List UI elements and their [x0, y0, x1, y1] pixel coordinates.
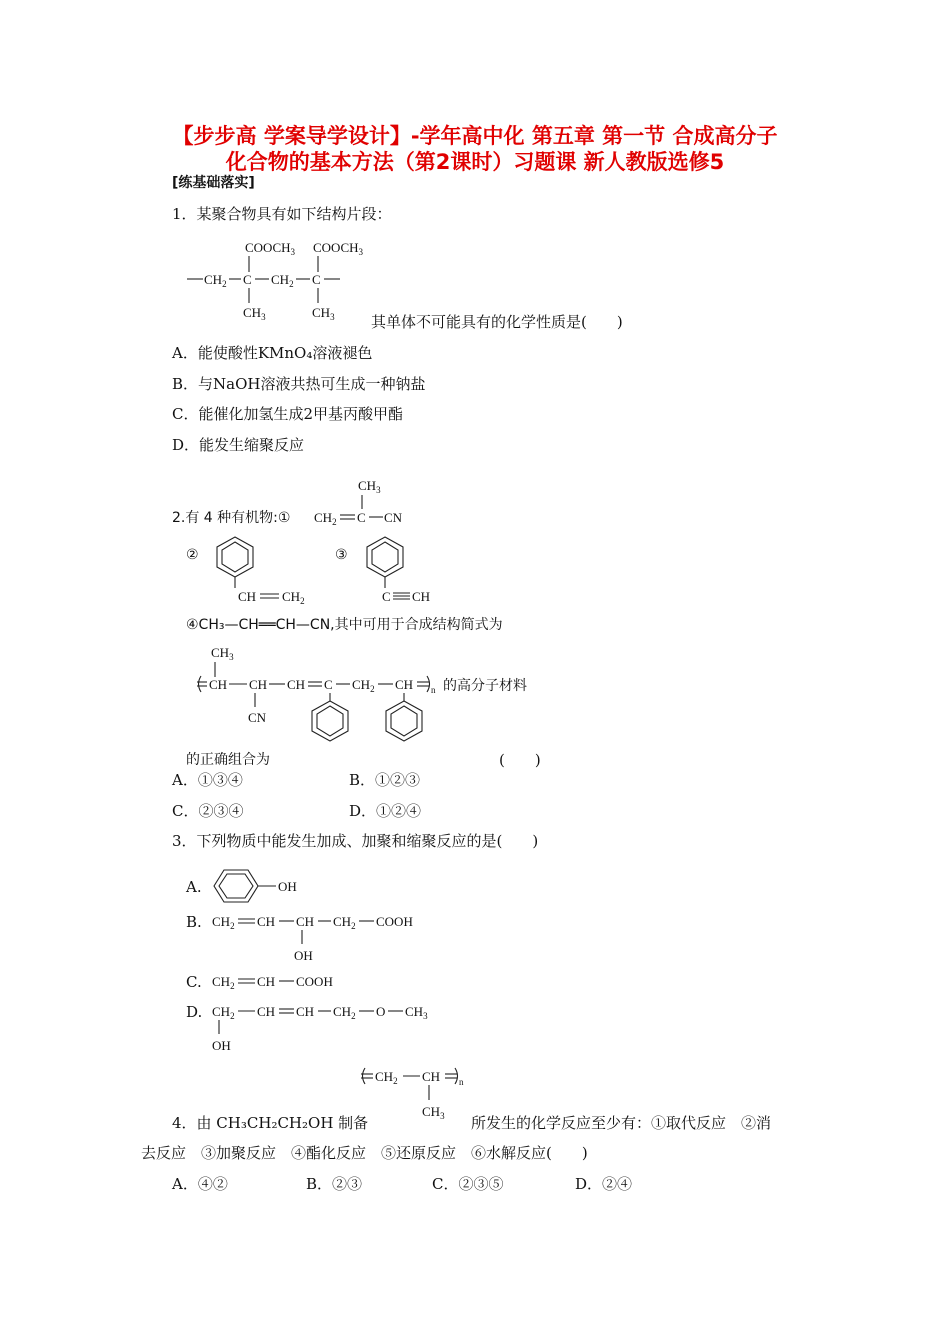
q2-compound-4: ④CH₃—CH══CH—CN,其中可用于合成结构简式为: [186, 617, 503, 633]
q1-tail: 其单体不可能具有的化学性质是( ): [371, 313, 623, 331]
q2-mark-3: ③: [335, 547, 348, 563]
q4-option-d: D．②④: [575, 1175, 633, 1193]
q3-option-d-label: D.: [186, 1003, 203, 1021]
q2-option-d: D．①②④: [349, 802, 422, 820]
q4-option-b: B．②③: [306, 1175, 363, 1193]
svg-text:CH2: $CH_2$: [333, 1004, 356, 1021]
svg-text:COOCH3: $COOCH_3$: [245, 240, 296, 257]
q4-stem: 4．由 CH₃CH₂CH₂OH 制备: [172, 1114, 369, 1132]
q3-option-c-label: C.: [186, 973, 202, 991]
q1-polymer-fragment: [183, 236, 383, 324]
svg-text:CH3: $CH_3$: [211, 645, 234, 662]
svg-text:CH: CH: [287, 677, 306, 692]
svg-text:CH2: $CH_2$: [271, 272, 294, 289]
svg-text:CH: CH: [412, 589, 431, 604]
svg-text:CH2: $CH_2$: [352, 677, 375, 694]
svg-text:O: O: [376, 1004, 386, 1019]
q4-option-a: A．④②: [172, 1175, 228, 1193]
q2-tail: 的高分子材料: [443, 678, 527, 694]
q2-mark-2: ②: [186, 547, 199, 563]
svg-text:CH2: $CH_2$: [212, 1004, 235, 1021]
svg-text:CH: CH: [209, 677, 228, 692]
q2-compound-1: [312, 474, 422, 530]
svg-text:CH: CH: [296, 914, 315, 929]
svg-text:CH2: $CH_2$: [282, 589, 305, 606]
svg-text:OH: OH: [278, 879, 297, 894]
svg-text:CH: CH: [296, 1004, 315, 1019]
q2-option-b: B．①②③: [349, 771, 421, 789]
svg-text:C: C: [382, 589, 391, 604]
svg-text:CH2: $CH_2$: [204, 272, 227, 289]
svg-text:CH2: $CH_2$: [375, 1069, 398, 1086]
svg-text:CH: CH: [249, 677, 268, 692]
q2-target-polymer: [193, 641, 453, 751]
svg-text:C: C: [243, 272, 252, 287]
svg-text:CH3: $CH_3$: [405, 1004, 428, 1021]
q2-compound-2-styrene: [205, 535, 315, 607]
svg-text:OH: OH: [294, 948, 313, 963]
q2-stem: 2.有 4 种有机物:①: [172, 510, 291, 526]
svg-text:CH: CH: [422, 1069, 441, 1084]
q2-compound-3-phenylacetylene: [355, 535, 455, 607]
doc-title-line2: 化合物的基本方法（第2课时）习题课 新人教版选修5: [225, 150, 725, 174]
svg-text:CH: CH: [238, 589, 257, 604]
q3-option-d-structure: [210, 996, 450, 1054]
section-heading: [练基础落实]: [172, 175, 255, 191]
q4-option-c: C．②③⑤: [432, 1175, 504, 1193]
q1-option-c: C．能催化加氢生成2甲基丙酸甲酯: [172, 405, 404, 423]
q3-option-a-phenol: [210, 866, 320, 906]
svg-text:C: C: [312, 272, 321, 287]
svg-text:n: n: [431, 685, 436, 695]
svg-text:COOH: COOH: [376, 914, 413, 929]
svg-text:CH3: $CH_3$: [358, 478, 381, 495]
q2-answer-paren: ( ): [499, 751, 541, 769]
svg-text:CH2: $CH_2$: [212, 914, 235, 931]
svg-text:COOH: COOH: [296, 974, 333, 989]
q4-tail: 所发生的化学反应至少有：①取代反应 ②消: [471, 1114, 772, 1132]
q3-stem: 3．下列物质中能发生加成、加聚和缩聚反应的是( ): [172, 832, 539, 850]
svg-text:CH2: $CH_2$: [333, 914, 356, 931]
svg-text:CN: CN: [384, 510, 403, 525]
svg-text:CH: CH: [257, 1004, 276, 1019]
svg-text:CH: CH: [257, 974, 276, 989]
svg-text:n: n: [459, 1077, 464, 1087]
q1-option-a: A．能使酸性KMnO₄溶液褪色: [172, 344, 373, 362]
q1-option-d: D．能发生缩聚反应: [172, 436, 305, 454]
q3-option-b-label: B.: [186, 913, 202, 931]
svg-text:C: C: [324, 677, 333, 692]
svg-text:OH: OH: [212, 1038, 231, 1053]
svg-text:CH2: $CH_2$: [212, 974, 235, 991]
q3-option-a-label: A.: [186, 878, 202, 896]
q1-option-b: B．与NaOH溶液共热可生成一种钠盐: [172, 375, 426, 393]
q1-stem: 1．某聚合物具有如下结构片段：: [172, 205, 392, 223]
q4-line2: 去反应 ③加聚反应 ④酯化反应 ⑤还原反应 ⑥水解反应( ): [141, 1144, 588, 1162]
svg-text:C: C: [357, 510, 366, 525]
q3-option-b-structure: [210, 906, 440, 964]
svg-text:CH: CH: [257, 914, 276, 929]
svg-text:CH2: $CH_2$: [314, 510, 337, 527]
svg-text:CN: CN: [248, 710, 267, 725]
svg-text:CH3: $CH_3$: [243, 305, 266, 322]
q2-option-a: A．①③④: [172, 771, 243, 789]
svg-text:CH: CH: [395, 677, 414, 692]
q2-tail-2: 的正确组合为: [186, 752, 270, 768]
svg-text:CH3: $CH_3$: [312, 305, 335, 322]
svg-text:COOCH3: $COOCH_3$: [313, 240, 364, 257]
q2-option-c: C．②③④: [172, 802, 244, 820]
q3-option-c-structure: [210, 966, 360, 992]
doc-title-line1: 【步步高 学案导学设计】-学年高中化 第五章 第一节 合成高分子: [172, 124, 778, 148]
svg-text:CH3: $CH_3$: [422, 1104, 445, 1121]
q4-polypropylene: [357, 1060, 477, 1126]
